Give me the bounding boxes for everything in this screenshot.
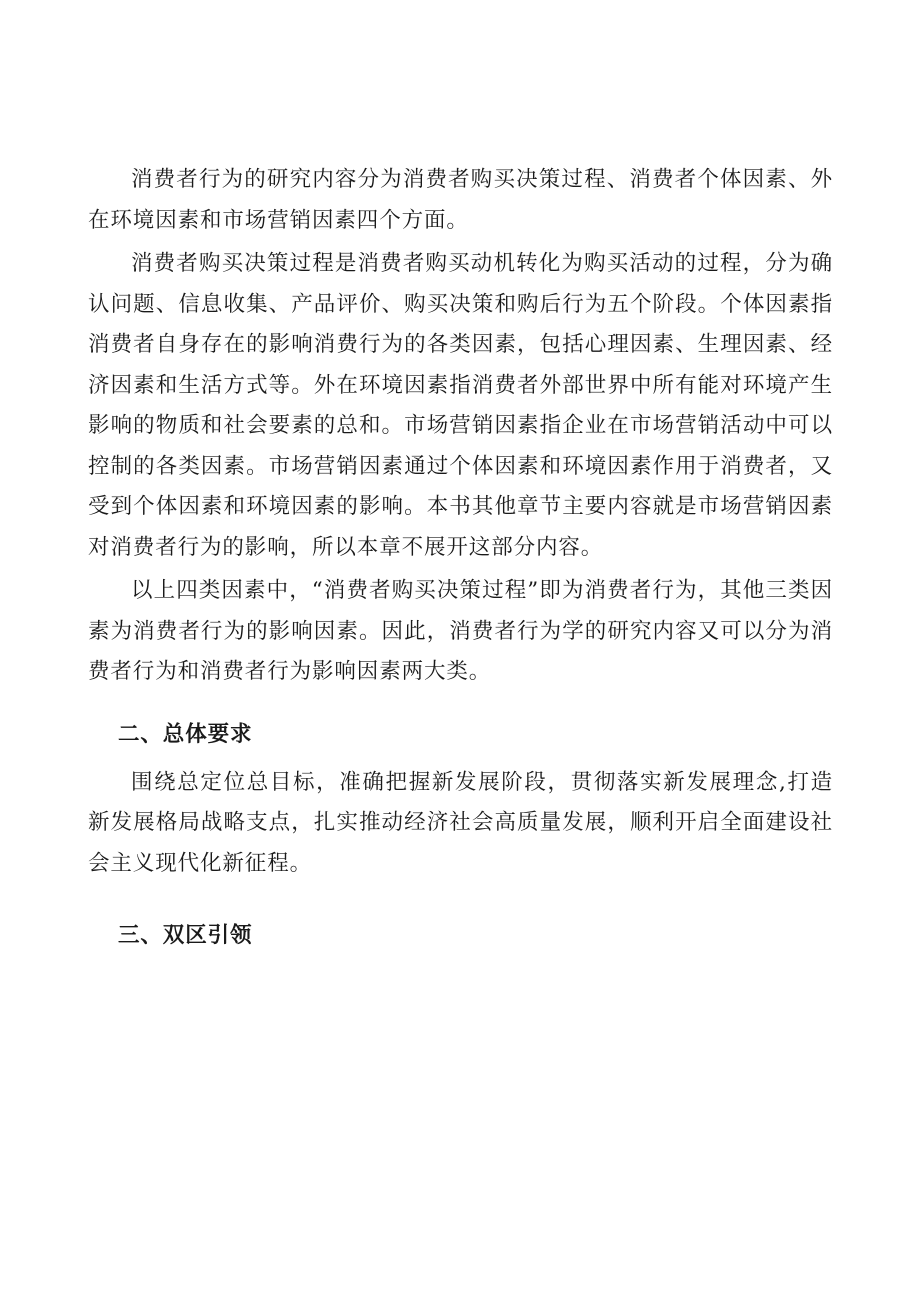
paragraph-factor-summary: 以上四类因素中，“消费者购买决策过程”即为消费者行为，其他三类因素为消费者行为的影响因素。因此，消费者行为学的研究内容又可以分为消费者行为和消费者行为影响因素两大类。 (88, 578, 833, 684)
section-heading-general-requirements: 二、总体要求 (118, 721, 253, 747)
paragraph-general-requirements: 围绕总定位总目标，准确把握新发展阶段，贯彻落实新发展理念,打造新发展格局战略支点，扎实推动经济社会高质量发展，顺利开启全面建设社会主义现代化新征程。 (88, 769, 833, 876)
paragraph-decision-process: 消费者购买决策过程是消费者购买动机转化为购买活动的过程，分为确认问题、信息收集、产品评价、购买决策和购后行为五个阶段。个体因素指消费者自身存在的影响消费行为的各类因素，包括心理因素、生理因素、经济因素和生活方式等。外在环境因素指消费者外部世界中所有能对环境产生影响的物质和社会要素的总和。市场营销因素指企业在市场营销活动中可以控制的各类因素。市场营销因素通过个体因素和环境因素作用于消费者，又受到个体因素和环境因素的影响。本书其他章节主要内容就是市场营销因素对消费者行为的影响，所以本章不展开这部分内容。 (88, 251, 833, 560)
paragraph-research-content: 消费者行为的研究内容分为消费者购买决策过程、消费者个体因素、外在环境因素和市场营销因素四个方面。 (88, 167, 833, 233)
section-heading-dual-zone: 三、双区引领 (118, 923, 253, 948)
document-page (88, 160, 833, 956)
